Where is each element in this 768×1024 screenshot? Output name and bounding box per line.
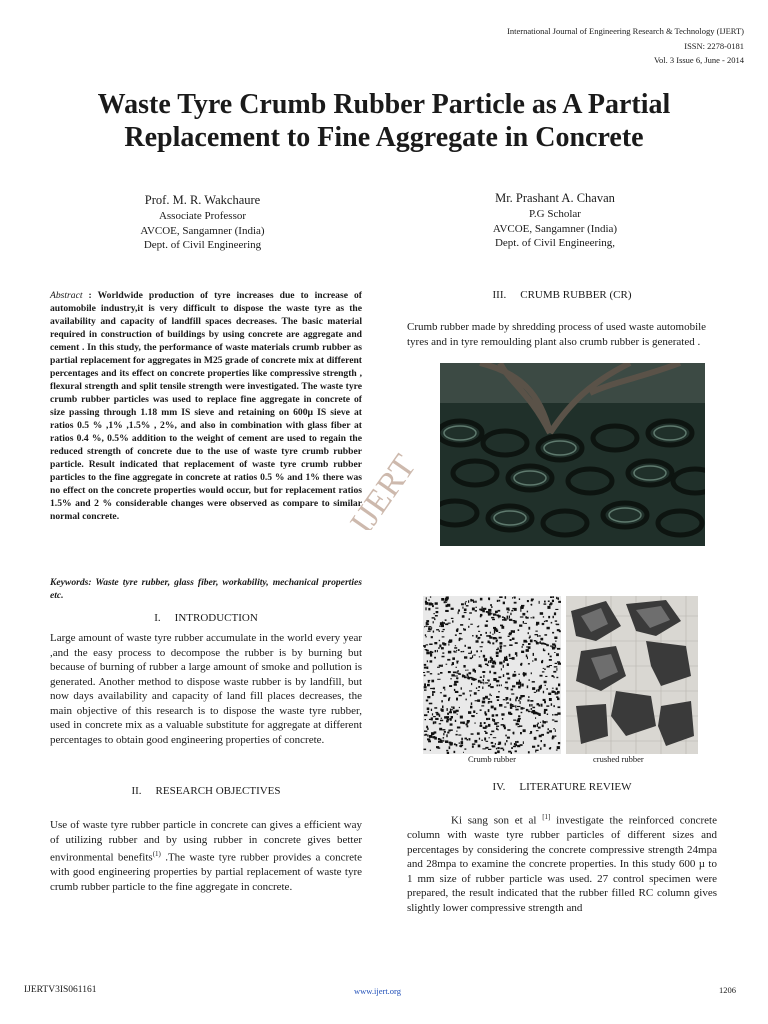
section-title: CRUMB RUBBER (CR) (520, 289, 632, 301)
author-2 (455, 190, 655, 251)
author-2-org: AVCOE, Sangamner (India) (492, 222, 618, 235)
author-1-dept: Dept. of Civil Engineering (143, 239, 262, 251)
crushed-rubber-image (566, 596, 698, 754)
crushed-rubber-photo (566, 596, 698, 754)
section-number: III. (492, 289, 507, 301)
literature-text-after: investigate the reinforced concrete column with waste tyre rubber particles of different sizes and percentages by considering the concrete compressive strength 24mpa and 28mpa to examine the concrete properties. In this study 600 µ to 1 mm size of rubber particle was used. 27 control specimen were prepared, the result indicated that the rubber filled RC column gives slightly lower compressive strength and (407, 814, 717, 914)
objectives-text-before: Use of waste tyre rubber particle in concrete can gives a efficient way of utilizing rubber and by using rubber in concrete gives better environmental benefits (50, 819, 362, 864)
journal-url-link[interactable]: www.ijert.org (354, 986, 401, 996)
section-number: I. (154, 612, 161, 624)
author-1 (100, 192, 305, 253)
section-heading-research-objectives (50, 785, 362, 797)
citation: [1] (542, 813, 551, 821)
author-2-name: Mr. Prashant A. Chavan (495, 191, 615, 205)
section-number: IV. (492, 781, 506, 793)
crumb-rubber-image (423, 596, 561, 754)
tyre-pile-photo (440, 363, 705, 546)
section-heading-crumb-rubber (407, 289, 717, 301)
research-objectives-paragraph (50, 818, 362, 894)
journal-name: International Journal of Engineering Research & Technology (IJERT) (507, 26, 744, 36)
paper-title (40, 88, 728, 154)
ijert-watermark (328, 440, 468, 530)
section-title: LITERATURE REVIEW (519, 781, 632, 793)
watermark-graphic (328, 440, 468, 530)
crumb-rubber-photo (423, 596, 561, 754)
author-1-role: Associate Professor (158, 210, 247, 222)
objectives-text-after: .The waste tyre rubber provides a concrete with good engineering properties by partial replacement of waste tyre crumb rubber particle to the fine aggregate in concrete. (50, 851, 362, 893)
literature-text-before: Ki sang son et al (451, 814, 543, 827)
figure-caption-crumb-rubber: Crumb rubber (468, 754, 516, 764)
title-line-2: Replacement to Fine Aggregate in Concrete (124, 122, 644, 153)
issn: ISSN: 2278-0181 (684, 41, 744, 51)
keywords: Keywords: Waste tyre rubber, glass fiber, workability, mechanical properties etc. (50, 577, 362, 601)
author-2-dept: Dept. of Civil Engineering, (494, 237, 616, 249)
abstract-text: : Worldwide production of tyre increases due to increase of automobile industry,it is very difficult to dispose the waste tyre as the availability and capacity of landfill spaces decreases. The basic material required in construction of buildings by using concrete are aggregate and cement . In this study, the performance of waste materials crumb rubber as partial replacement for aggregates in M25 grade of concrete mix at different percentages and its effect on concrete properties like compressive strength , flexural strength and split tensile strength were investigated. The waste tyre crumb rubber particles was used to replace fine aggregate in concrete of size passing through 1.18 mm IS sieve and retaining on 600µ IS sieve at ratios 0.5 % ,1% ,1.5% , 2%, and also in combination with glass fiber at ratios 0.4 %, 0.5% addition to the weight of cement are used to regain the reduced strength of concrete due to the use of waste tyre crumb rubber particle. Result indicated that replacement of waste tyre crumb rubber particles to the fine aggregate in concrete at ratios 0.5 % and 1% there was no effect on the concrete properties would occur, but for replacement ratios 1.5% and 2 % considerable changes were observed as compare to similar normal concrete. (50, 290, 362, 522)
literature-review-paragraph (407, 810, 717, 915)
section-title: INTRODUCTION (174, 612, 258, 624)
page-number: 1206 (719, 985, 736, 995)
watermark-text: IJERT (343, 448, 424, 530)
citation: (1) (152, 850, 161, 858)
abstract-label: Abstract (50, 290, 83, 301)
tyre-pile-image (440, 363, 705, 546)
title-line-1: Waste Tyre Crumb Rubber Particle as A Partial (97, 89, 671, 120)
section-number: II. (131, 785, 142, 797)
section-heading-introduction (50, 612, 362, 624)
crumb-rubber-paragraph: Crumb rubber made by shredding process of used waste automobile tyres and in tyre remoulding plant also crumb rubber is generated . (407, 321, 707, 348)
section-heading-literature-review (407, 781, 717, 793)
author-1-org: AVCOE, Sangamner (India) (140, 224, 265, 237)
figure-caption-crushed-rubber: crushed rubber (593, 754, 644, 764)
abstract (50, 289, 362, 523)
section-title: RESEARCH OBJECTIVES (155, 785, 281, 797)
author-2-role: P.G Scholar (529, 208, 581, 220)
paper-id: IJERTV3IS061161 (24, 985, 97, 995)
author-1-name: Prof. M. R. Wakchaure (144, 193, 261, 207)
volume-issue: Vol. 3 Issue 6, June - 2014 (653, 55, 744, 65)
introduction-paragraph: Large amount of waste tyre rubber accumulate in the world every year ,and the easy process to decompose the rubber is by burning but because of burning of rubber a large amount of smoke and pollution is generated. Another method to dispose waste rubber is by landfill, but now days availability and capacity of land fill places decreases, the main objective of this research is to dispose the waste tyre rubber, used in concrete mix as a valuable substitute for aggregate at different percentages to obtain good engineering properties of concrete. (50, 632, 362, 746)
